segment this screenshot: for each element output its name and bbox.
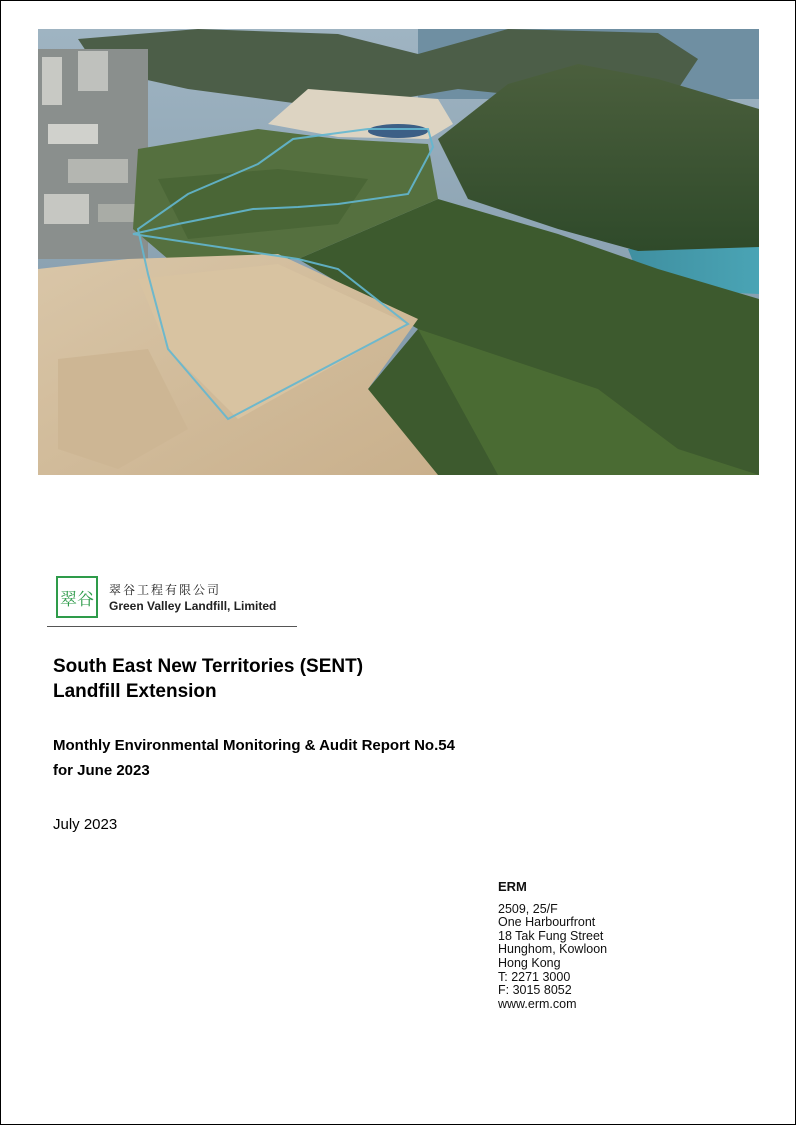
report-title — [53, 654, 363, 704]
report-subtitle — [53, 733, 455, 783]
address-line: 2509, 25/F — [498, 901, 558, 916]
report-title-line-1: South East New Territories (SENT) — [53, 656, 364, 677]
logo-divider — [47, 626, 297, 627]
address-line: Hong Kong — [498, 955, 561, 970]
company-english-name: Green Valley Landfill, Limited — [109, 599, 277, 613]
report-subtitle-line-1: Monthly Environmental Monitoring & Audit Report No.54 — [53, 737, 455, 754]
logo-mark-text: 翠谷 — [60, 590, 94, 610]
report-date: July 2023 — [53, 816, 118, 833]
fax-number: F: 3015 8052 — [498, 983, 572, 998]
phone-number: T: 2271 3000 — [498, 969, 571, 984]
website-link[interactable]: www.erm.com — [498, 996, 577, 1011]
address-line: Hunghom, Kowloon — [498, 942, 608, 957]
green-valley-logo-icon — [56, 576, 98, 618]
report-title-line-2: Landfill Extension — [53, 681, 217, 702]
company-logo — [47, 575, 299, 627]
cover-photo — [38, 29, 759, 475]
consultant-name: ERM — [498, 879, 527, 894]
aerial-landfill-image — [38, 29, 759, 475]
address-line: 18 Tak Fung Street — [498, 928, 604, 943]
address-line: One Harbourfront — [498, 915, 596, 930]
consultant-address-block — [498, 880, 607, 1011]
report-subtitle-line-2: for June 2023 — [53, 762, 150, 779]
company-chinese-name: 翠谷工程有限公司 — [109, 583, 222, 597]
